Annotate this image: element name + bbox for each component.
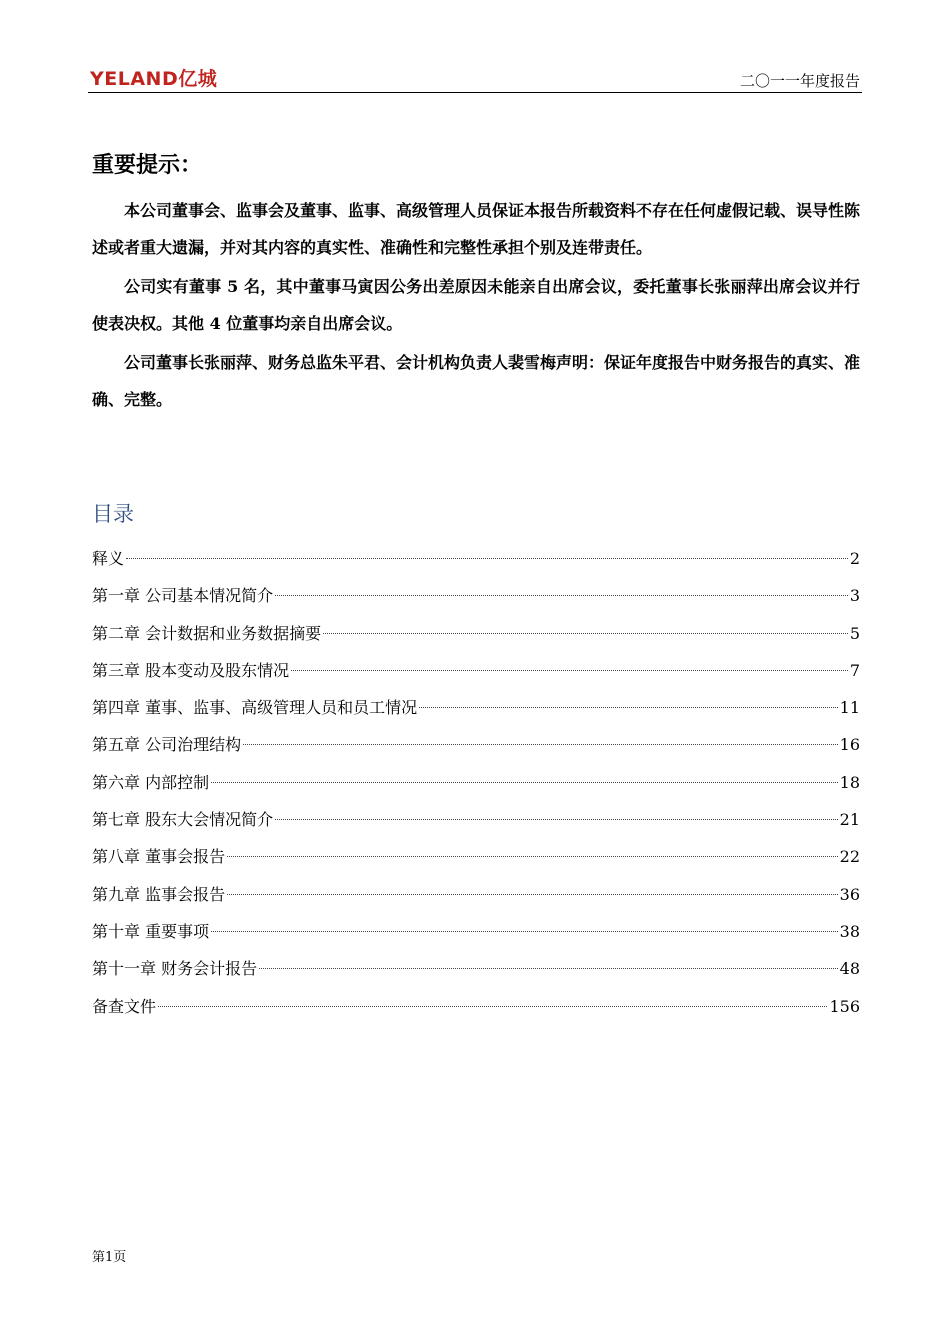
toc-leader-dots	[275, 819, 838, 820]
toc-leader-dots	[211, 782, 838, 783]
toc-entry-page: 36	[839, 884, 860, 904]
toc-leader-dots	[158, 1006, 827, 1007]
toc-entry[interactable]	[92, 726, 860, 763]
toc-entry-label: 第四章 董事、监事、高级管理人员和员工情况	[92, 698, 418, 718]
toc-entry-page: 2	[849, 549, 860, 568]
report-title: 二〇一一年度报告	[739, 72, 860, 90]
toc-entry-label: 第三章 股本变动及股东情况	[92, 660, 290, 680]
toc-entry[interactable]	[92, 988, 860, 1025]
toc-entry-page: 48	[839, 959, 860, 979]
notice-title: 重要提示：	[92, 152, 203, 178]
toc-entry-page: 11	[839, 698, 860, 718]
toc-entry-label: 第七章 股东大会情况简介	[92, 810, 274, 830]
notice-body	[92, 192, 860, 420]
toc-leader-dots	[259, 968, 838, 969]
toc-entry-page: 7	[849, 660, 860, 680]
notice-paragraph: 公司董事长张丽萍、财务总监朱平君、会计机构负责人裴雪梅声明：保证年度报告中财务报告的真实、准确、完整。	[92, 353, 861, 409]
toc-leader-dots	[227, 856, 838, 857]
toc-leader-dots	[275, 595, 848, 596]
notice-paragraph: 公司实有董事 5 名，其中董事马寅因公务出差原因未能亲自出席会议，委托董事长张丽萍出席会议并行使表决权。其他 4 位董事均亲自出席会议。	[92, 277, 860, 333]
toc-entry-label: 第五章 公司治理结构	[92, 735, 242, 755]
toc-entry-page: 16	[839, 735, 860, 755]
toc-entry[interactable]	[92, 950, 860, 987]
page-header	[88, 60, 862, 93]
toc-entry-label: 第十一章 财务会计报告	[92, 959, 258, 979]
toc-entry[interactable]	[92, 689, 860, 726]
notice-paragraph: 本公司董事会、监事会及董事、监事、高级管理人员保证本报告所载资料不存在任何虚假记载、误导性陈述或者重大遗漏，并对其内容的真实性、准确性和完整性承担个别及连带责任。	[92, 201, 861, 257]
toc-entry-page: 156	[829, 996, 860, 1016]
company-logo: YELAND亿城	[90, 68, 218, 90]
toc-entry[interactable]	[92, 577, 860, 614]
toc-entry-page: 18	[839, 772, 860, 792]
toc-entry[interactable]	[92, 652, 860, 689]
toc-entry-page: 3	[849, 586, 860, 606]
toc-entry-label: 第一章 公司基本情况简介	[92, 586, 274, 606]
toc-entry-label: 第八章 董事会报告	[92, 847, 226, 867]
toc-entry[interactable]	[92, 913, 860, 950]
toc-entry-page: 38	[839, 921, 860, 941]
table-of-contents	[92, 540, 860, 1025]
toc-leader-dots	[243, 744, 838, 745]
toc-entry-label: 备查文件	[92, 996, 157, 1016]
toc-entry[interactable]	[92, 764, 860, 801]
toc-leader-dots	[126, 558, 848, 559]
toc-leader-dots	[323, 633, 848, 634]
toc-entry[interactable]	[92, 876, 860, 913]
toc-entry-label: 释义	[92, 549, 125, 568]
toc-entry-label: 第六章 内部控制	[92, 772, 210, 792]
toc-entry-label: 第十章 重要事项	[92, 921, 210, 941]
toc-entry[interactable]	[92, 540, 860, 577]
toc-leader-dots	[211, 931, 838, 932]
toc-leader-dots	[291, 670, 848, 671]
toc-heading: 目录	[92, 502, 134, 526]
toc-entry[interactable]	[92, 615, 860, 652]
toc-entry[interactable]	[92, 838, 860, 875]
toc-entry-page: 21	[839, 810, 860, 830]
toc-leader-dots	[419, 707, 838, 708]
toc-entry[interactable]	[92, 801, 860, 838]
toc-entry-page: 22	[839, 847, 860, 867]
toc-entry-label: 第九章 监事会报告	[92, 884, 226, 904]
toc-leader-dots	[227, 894, 838, 895]
toc-entry-label: 第二章 会计数据和业务数据摘要	[92, 623, 322, 643]
toc-entry-page: 5	[849, 623, 860, 643]
page-number: 第1页	[92, 1250, 127, 1265]
